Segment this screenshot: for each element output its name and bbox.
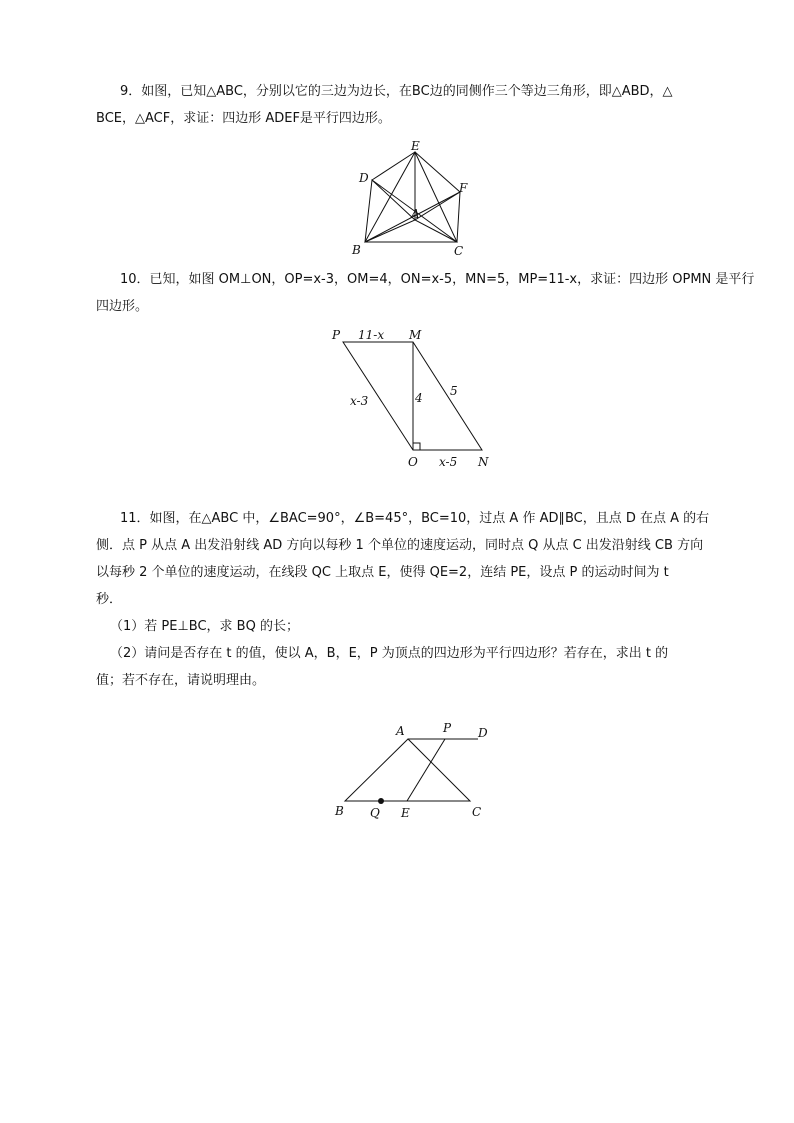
q11-line3: 以每秒 2 个单位的速度运动，在线段 QC 上取点 E，使得 QE=2，连结 PE，设点 P 的运动时间为 t: [96, 565, 669, 580]
q9-line1: 9．如图，已知△ABC，分别以它的三边为边长，在BC边的同侧作三个等边三角形，即△ABD，△: [120, 84, 673, 99]
q11-figure: [325, 718, 495, 828]
q9-label-b: B: [352, 243, 361, 257]
q11-sub2-line1: （2）请问是否存在 t 的值，使以 A，B，E，P 为顶点的四边形为平行四边形？若存在，求出 t 的: [110, 646, 669, 661]
q11-label-q: Q: [370, 806, 380, 820]
q10-label-on: x-5: [439, 455, 458, 469]
q11-label-c: C: [472, 805, 482, 819]
q10-label-pm: 11-x: [358, 328, 385, 342]
q9-figure: [340, 140, 480, 265]
q10-label-mn: 5: [450, 384, 458, 398]
q9-label-d: D: [359, 171, 369, 185]
q11-line2: 侧．点 P 从点 A 出发沿射线 AD 方向以每秒 1 个单位的速度运动，同时点 Q 从点 C 出发沿射线 CB 方向: [96, 538, 704, 553]
q9-label-a: A: [411, 207, 420, 221]
question-9: [96, 78, 706, 132]
q11-sub2-line2: 值；若不存在，请说明理由。: [96, 673, 266, 688]
q11-sub1: （1）若 PE⊥BC，求 BQ 的长；: [110, 619, 299, 634]
q11-label-b: B: [335, 804, 344, 818]
q10-label-op: x-3: [350, 394, 369, 408]
q10-label-o: O: [408, 455, 418, 469]
q10-figure: [325, 325, 505, 475]
q9-label-f: F: [459, 181, 468, 195]
q10-right-angle-mark: [413, 443, 420, 450]
q9-triangle-bce: [365, 152, 457, 242]
q11-triangle-abc: [345, 739, 470, 801]
q11-line1: 11．如图，在△ABC 中，∠BAC=90°，∠B=45°，BC=10，过点 A 作 AD∥BC，且点 D 在点 A 的右: [120, 511, 710, 526]
q10-label-n: N: [478, 455, 489, 469]
question-11: [96, 505, 710, 694]
q9-line2: BCE，△ACF，求证：四边形 ADEF是平行四边形。: [96, 111, 391, 126]
q11-label-a: A: [396, 724, 405, 738]
q9-label-c: C: [454, 244, 464, 258]
q9-label-e: E: [411, 140, 420, 153]
q9-line-de: [372, 152, 415, 180]
q10-line1: 10．已知，如图 OM⊥ON，OP=x-3，OM=4，ON=x-5，MN=5，MP=11-x，求证：四边形 OPMN 是平行: [120, 272, 755, 287]
q9-triangle-abd: [365, 180, 415, 242]
q10-line2: 四边形。: [96, 299, 149, 314]
q10-label-m: M: [409, 328, 422, 342]
q11-point-q: [378, 798, 384, 804]
q10-label-p: P: [332, 328, 341, 342]
q10-label-om: 4: [415, 391, 423, 405]
q11-line4: 秒．: [96, 592, 123, 607]
question-10: [96, 266, 755, 320]
q9-line-ef: [415, 152, 460, 192]
q11-label-e: E: [401, 806, 410, 820]
q11-label-d: D: [478, 726, 488, 740]
q11-label-p: P: [443, 721, 452, 735]
